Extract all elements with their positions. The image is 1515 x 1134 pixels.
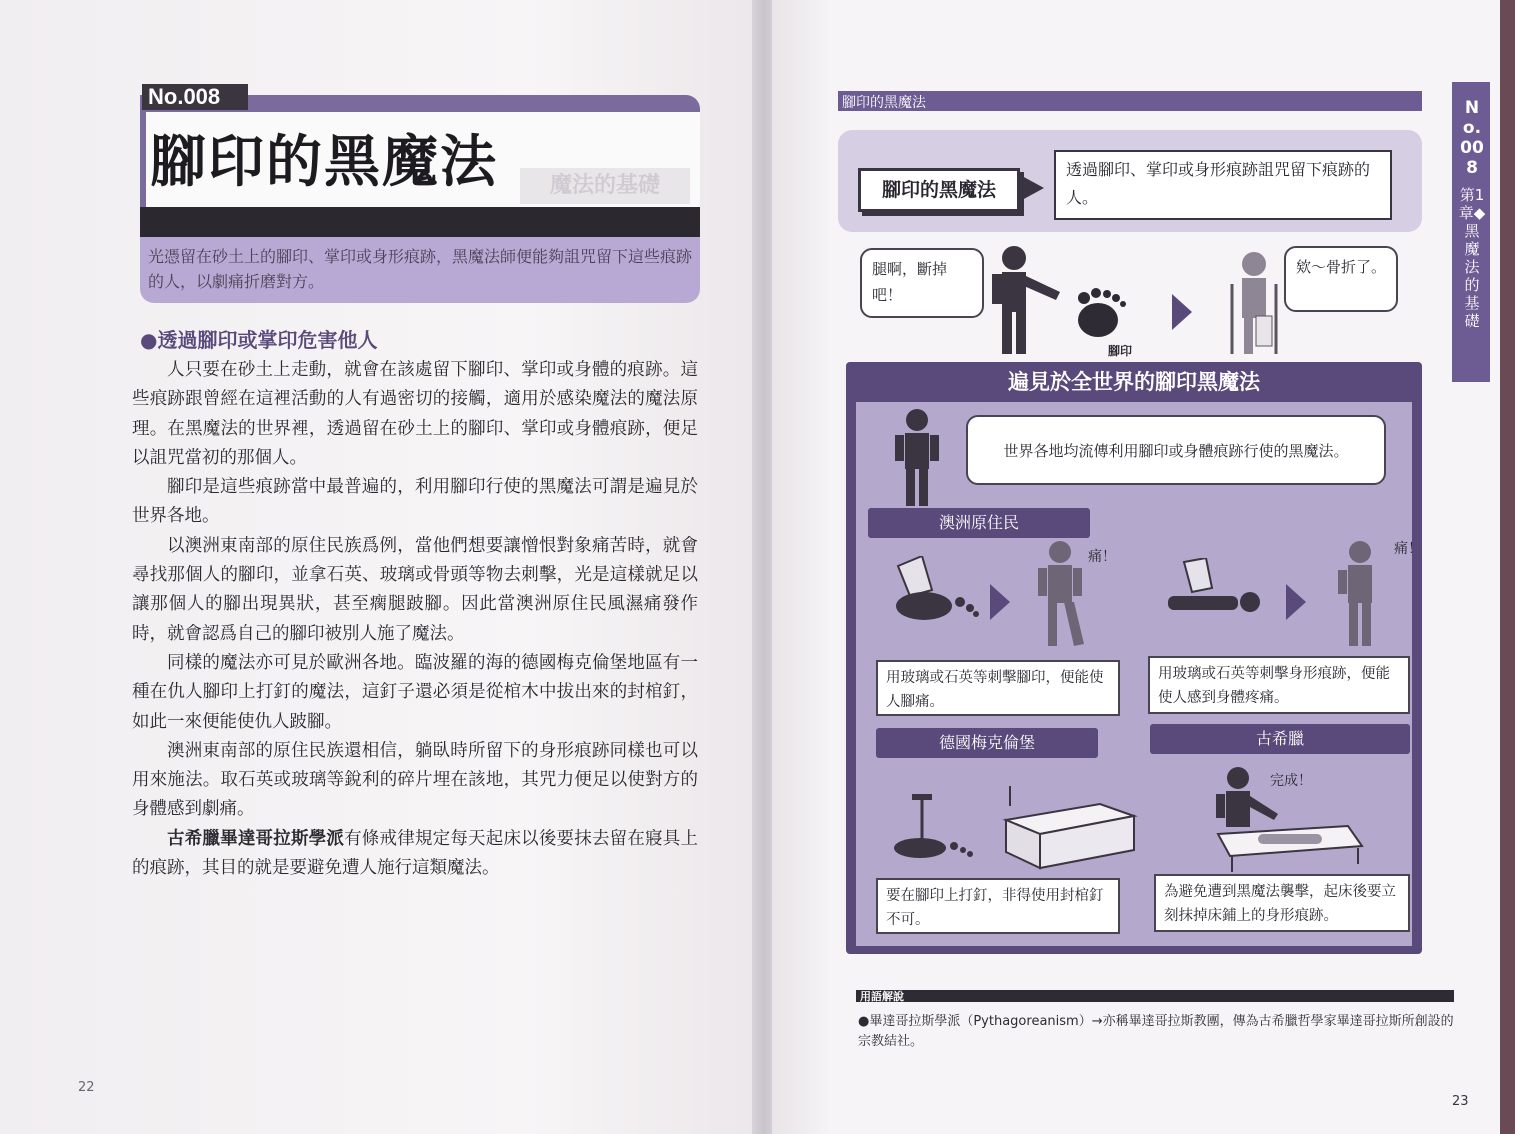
paragraph-last bbox=[132, 825, 698, 884]
paragraph: 人只要在砂土上走動，就會在該處留下腳印、掌印或身體的痕跡。這些痕跡跟曾經在這裡活動的人有過密切的接觸，適用於感染魔法的魔法原理。在黑魔法的世界裡，透過留在砂土上的腳印、掌印或身體痕跡，便足以詛咒當初的那個人。 bbox=[132, 360, 698, 468]
paragraph: 腳印是這些痕跡當中最普遍的，利用腳印行使的黑魔法可謂是遍見於世界各地。 bbox=[132, 477, 698, 527]
footprint-icon bbox=[1072, 286, 1132, 340]
side-tab-chapter: 第1章◆黑魔法的基礎 bbox=[1458, 186, 1486, 330]
paragraph: 澳洲東南部的原住民族還相信，躺臥時所留下的身形痕跡同樣也可以用來施法。取石英或玻璃等銳利的碎片埋在該地，其咒力便足以使對方的身體感到劇痛。 bbox=[132, 740, 698, 820]
title-underbar bbox=[140, 207, 700, 241]
paragraph: 以澳洲東南部的原住民族爲例，當他們想要讓憎恨對象痛苦時，就會尋找那個人的腳印，並拿石英、玻璃或骨頭等物去刺擊，光是這樣就足以讓那個人的腳出現異狀，甚至瘸腿跛腳。因此當澳洲原住民風濕痛發作時，就會認爲自己的腳印被別人施了魔法。 bbox=[132, 535, 698, 644]
caption-germany: 要在腳印上打釘，非得使用封棺釘不可。 bbox=[876, 878, 1120, 934]
definition-text: 透過腳印、掌印或身形痕跡詛咒留下痕跡的人。 bbox=[1054, 150, 1392, 220]
pained-figure-icon bbox=[1026, 540, 1096, 650]
paragraph: 同樣的魔法亦可見於歐洲各地。臨波羅的海的德國梅克倫堡地區有一種在仇人腳印上打釘的魔法，這釘子還必須是從棺木中拔出來的封棺釘，如此一來便能使仇人跛腳。 bbox=[132, 652, 698, 732]
world-speech-bubble: 世界各地均流傳利用腳印或身體痕跡行使的黑魔法。 bbox=[966, 415, 1386, 485]
side-tab-number: No.008 bbox=[1460, 98, 1484, 178]
header-title: 腳印的黑魔法 bbox=[842, 95, 926, 111]
glass-stab-body-imprint-icon bbox=[1154, 558, 1274, 624]
caption-australia-body: 用玻璃或石英等刺擊身形痕跡，便能使人感到身體疼痛。 bbox=[1148, 656, 1410, 714]
glossary-title: 用語解說 bbox=[860, 990, 904, 1003]
pain-exclamation: 痛！ bbox=[1394, 541, 1422, 557]
narrator-figure-icon bbox=[892, 408, 942, 508]
title-shadow-text: 魔法的基礎 bbox=[520, 168, 690, 204]
region-tag-greece: 古希臘 bbox=[1150, 724, 1410, 754]
page-number-right: 23 bbox=[1452, 1094, 1469, 1109]
page-title: 腳印的黑魔法 bbox=[150, 130, 498, 195]
nail-footprint-icon bbox=[888, 784, 978, 864]
pain-exclamation: 痛！ bbox=[1088, 549, 1116, 565]
glossary-bar bbox=[856, 990, 1454, 1002]
world-panel-title: 遍見於全世界的腳印黑魔法 bbox=[1008, 370, 1260, 394]
speech-bubble-injured: 欸～骨折了。 bbox=[1284, 246, 1398, 312]
footprint-label: 腳印 bbox=[1108, 344, 1133, 358]
arrow-right-icon bbox=[990, 584, 1010, 620]
definition-term: 腳印的黑魔法 bbox=[858, 168, 1020, 212]
done-exclamation: 完成！ bbox=[1270, 773, 1312, 789]
caption-australia-footprint: 用玻璃或石英等刺擊腳印，便能使人腳痛。 bbox=[876, 660, 1120, 716]
page-number-left: 22 bbox=[78, 1080, 95, 1095]
arrow-right-icon bbox=[1286, 584, 1306, 620]
speech-bubble-curse: 腿啊，斷掉吧！ bbox=[860, 248, 984, 318]
caption-greece: 為避免遭到黑魔法襲擊，起床後要立刻抹掉床鋪上的身形痕跡。 bbox=[1154, 874, 1410, 932]
glossary-text: ●畢達哥拉斯學派（Pythagoreanism）→亦稱畢達哥拉斯教團，傳為古希臘哲學家畢達哥拉斯所創設的宗教結社。 bbox=[858, 1014, 1454, 1049]
arrow-right-icon bbox=[1172, 294, 1192, 330]
back-pain-figure-icon bbox=[1330, 540, 1390, 650]
number-tag: No.008 bbox=[142, 84, 248, 110]
paragraph-rest: 有條戒律規定每天起床以後要抹去留在寢具上的痕跡，其目的就是要避免遭人施行這類魔法。 bbox=[132, 828, 699, 879]
coffin-nail-icon bbox=[1000, 780, 1140, 870]
region-tag-germany: 德國梅克倫堡 bbox=[876, 728, 1098, 758]
body-text bbox=[132, 356, 698, 883]
glass-stab-footprint-icon bbox=[884, 556, 984, 626]
arrow-right-icon bbox=[1022, 176, 1044, 200]
section-heading: ●透過腳印或掌印危害他人 bbox=[140, 328, 378, 352]
region-tag-australia: 澳洲原住民 bbox=[868, 508, 1090, 538]
cursing-figure-icon bbox=[984, 244, 1064, 356]
summary-text: 光憑留在砂土上的腳印、掌印或身形痕跡，黑魔法師便能夠詛咒留下這些痕跡的人，以劇痛折磨對方。 bbox=[148, 247, 693, 291]
book-edge bbox=[1500, 0, 1515, 1134]
bold-term: 古希臘畢達哥拉斯學派 bbox=[167, 828, 345, 849]
